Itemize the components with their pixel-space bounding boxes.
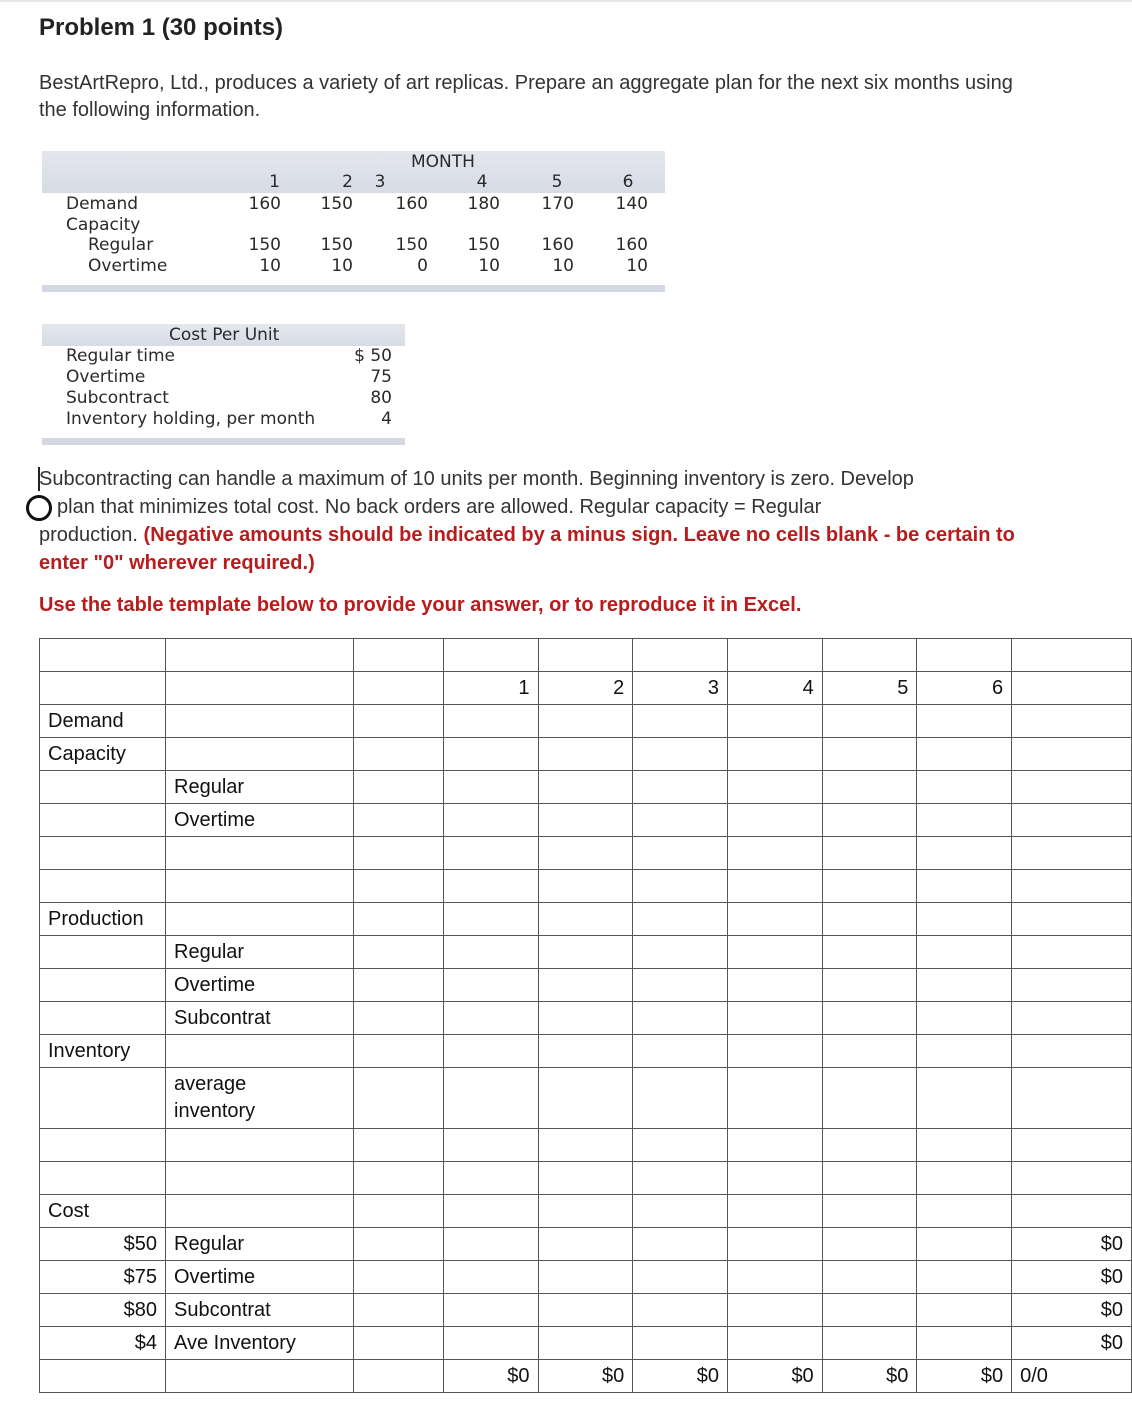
demand-value: 160 [395, 194, 428, 214]
month-header-cell: 5 [822, 672, 917, 705]
table-row [40, 870, 1132, 903]
table-row [40, 639, 1132, 672]
cost-label: Subcontract [66, 388, 169, 408]
cost-label: Inventory holding, per month [66, 409, 316, 429]
month-header-cell: 2 [538, 672, 633, 705]
cost-regular-label: Regular [166, 1228, 354, 1261]
answer-template-table [39, 638, 1132, 1393]
table-footer-band [42, 438, 405, 445]
month-label: 4 [476, 172, 488, 192]
demand-value: 170 [541, 194, 574, 214]
table-row-capacity [40, 738, 1132, 771]
average-label: average [174, 1073, 247, 1095]
table-row-production-subcontract [40, 1002, 1132, 1035]
row-label-regular: Regular [88, 235, 154, 255]
cost-value: 4 [381, 409, 392, 429]
table-row-production-regular [40, 936, 1132, 969]
overtime-value: 10 [626, 256, 648, 276]
demand-value: 150 [320, 194, 353, 214]
monthly-total: $0 [443, 1360, 538, 1393]
table-row-cost-regular [40, 1228, 1132, 1261]
table-row-monthly-totals [40, 1360, 1132, 1393]
month-label: 6 [622, 172, 634, 192]
problem-description [39, 465, 1059, 577]
month-header-cell: 6 [917, 672, 1012, 705]
cost-total-overtime: $0 [1012, 1261, 1132, 1294]
table-row-cost-subcontract [40, 1294, 1132, 1327]
production-label: Production [40, 903, 166, 936]
inventory-sub-label: inventory [174, 1100, 256, 1122]
cost-overtime-label: Overtime [166, 1261, 354, 1294]
top-divider [0, 0, 1132, 2]
inventory-label: Inventory [40, 1035, 166, 1068]
given-cost-table [42, 324, 405, 446]
table-row-cost [40, 1195, 1132, 1228]
problem-intro: BestArtRepro, Ltd., produces a variety of art replicas. Prepare an aggregate plan for the next six months using the following information. [39, 72, 1013, 121]
production-overtime-label: Overtime [166, 969, 354, 1002]
capacity-regular-label: Regular [166, 771, 354, 804]
table-row [40, 1162, 1132, 1195]
table-row-capacity-regular [40, 771, 1132, 804]
table-row-inventory [40, 1035, 1132, 1068]
month-header-cell: 3 [633, 672, 728, 705]
cost-label: Cost [40, 1195, 166, 1228]
cost-value: $ 50 [354, 346, 392, 366]
regular-value: 150 [320, 235, 353, 255]
cost-subcontract-label: Subcontrat [166, 1294, 354, 1327]
row-label-overtime: Overtime [88, 256, 168, 276]
production-subcontract-label: Subcontrat [166, 1002, 354, 1035]
problem-title: Problem 1 (30 points) [39, 14, 284, 41]
monthly-total: $0 [633, 1360, 728, 1393]
regular-value: 160 [541, 235, 574, 255]
table-row-cost-overtime [40, 1261, 1132, 1294]
table-row [40, 1129, 1132, 1162]
table-row-production-overtime [40, 969, 1132, 1002]
cost-rate-subcontract: $80 [40, 1294, 166, 1327]
cost-rate-regular: $50 [40, 1228, 166, 1261]
table-row-demand [40, 705, 1132, 738]
monthly-total: $0 [538, 1360, 633, 1393]
description-warning: (Negative amounts should be indicated by a minus sign. Leave no cells blank - be certain to enter "0" wherever required.) [39, 524, 1015, 574]
cost-label: Overtime [66, 367, 146, 387]
overtime-value: 10 [331, 256, 353, 276]
cost-total-inventory: $0 [1012, 1327, 1132, 1360]
capacity-label: Capacity [40, 738, 166, 771]
monthly-total: $0 [917, 1360, 1012, 1393]
table-footer-band [42, 285, 665, 292]
description-line: plan that minimizes total cost. No back orders are allowed. Regular capacity = Regular [57, 496, 822, 518]
cost-header: Cost Per Unit [169, 325, 280, 345]
grand-total: 0/0 [1012, 1360, 1132, 1393]
month-label: 2 [342, 172, 353, 192]
month-label: 1 [269, 172, 280, 192]
instruction-text: Use the table template below to provide your answer, or to reproduce it in Excel. [39, 594, 802, 616]
regular-value: 150 [467, 235, 500, 255]
monthly-total: $0 [727, 1360, 822, 1393]
description-line: production. [39, 524, 138, 546]
month-header-cell: 1 [443, 672, 538, 705]
overtime-value: 10 [478, 256, 500, 276]
demand-value: 140 [615, 194, 648, 214]
table-row-average-inventory [40, 1068, 1132, 1129]
description-line: Subcontracting can handle a maximum of 10 units per month. Beginning inventory is zero. Develop [39, 468, 914, 490]
table-row-months [40, 672, 1132, 705]
regular-value: 160 [615, 235, 648, 255]
cost-inventory-label: Ave Inventory [166, 1327, 354, 1360]
capacity-overtime-label: Overtime [166, 804, 354, 837]
table-row-capacity-overtime [40, 804, 1132, 837]
average-inventory-label [166, 1068, 354, 1129]
overtime-value: 10 [259, 256, 281, 276]
cost-total-subcontract: $0 [1012, 1294, 1132, 1327]
cost-value: 75 [370, 367, 392, 387]
monthly-total: $0 [822, 1360, 917, 1393]
table-row [40, 837, 1132, 870]
row-label-capacity: Capacity [66, 215, 141, 235]
table-row-production [40, 903, 1132, 936]
demand-value: 160 [248, 194, 281, 214]
table-row-cost-inventory [40, 1327, 1132, 1360]
month-label: 5 [551, 172, 563, 192]
overtime-value: 0 [417, 256, 428, 276]
production-regular-label: Regular [166, 936, 354, 969]
row-label-demand: Demand [66, 194, 139, 214]
demand-value: 180 [467, 194, 500, 214]
demand-label: Demand [40, 705, 166, 738]
cost-rate-overtime: $75 [40, 1261, 166, 1294]
month-header-cell: 4 [727, 672, 822, 705]
given-demand-capacity-table [42, 151, 665, 292]
month-label: 3 [374, 172, 386, 192]
cost-label: Regular time [66, 346, 176, 366]
regular-value: 150 [248, 235, 281, 255]
month-header: MONTH [411, 152, 475, 172]
overtime-value: 10 [552, 256, 574, 276]
cost-value: 80 [370, 388, 392, 408]
cost-total-regular: $0 [1012, 1228, 1132, 1261]
cost-rate-inventory: $4 [40, 1327, 166, 1360]
regular-value: 150 [395, 235, 428, 255]
